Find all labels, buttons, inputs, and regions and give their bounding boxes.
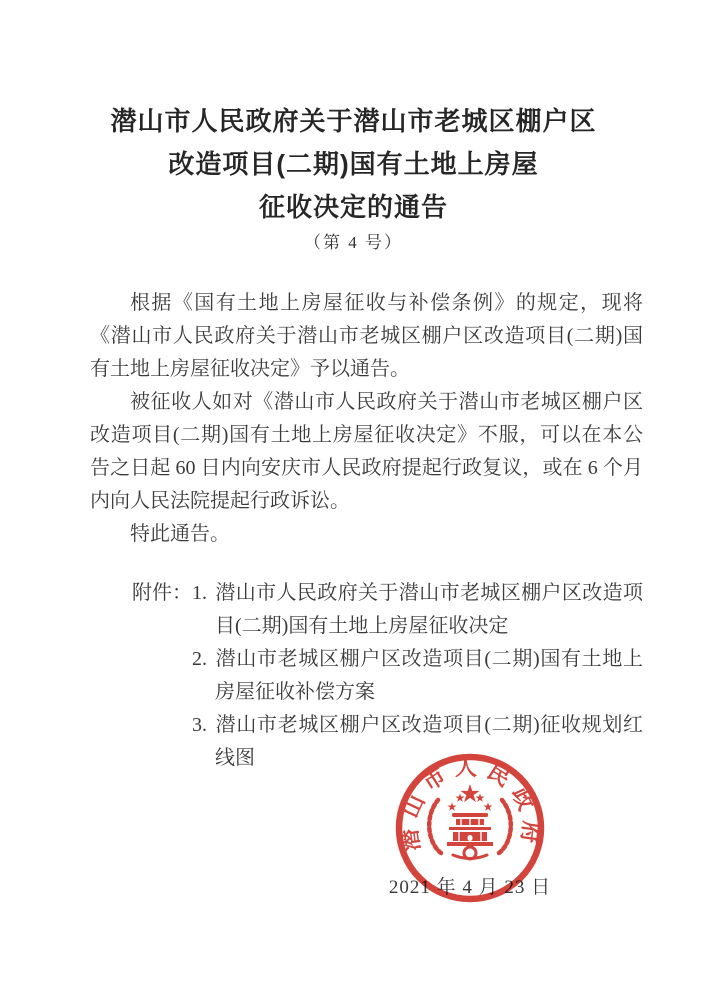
attachment-item-1: [192, 577, 643, 643]
attachment-item-2: [192, 643, 643, 709]
emblem-gate-icon: [447, 813, 493, 846]
attachments-block: [132, 577, 643, 775]
attachment-number: 1.: [192, 582, 207, 604]
issue-date: 2021 年 4 月 23 日: [388, 877, 552, 898]
notice-body: [90, 287, 643, 775]
government-seal-icon: [395, 753, 545, 903]
attachment-number: 3.: [192, 714, 207, 736]
paragraph-closing: 特此通告。: [130, 523, 230, 545]
paragraph-1: 根据《国有土地上房屋征收与补偿条例》的规定，现将《潜山市人民政府关于潜山市老城区棚户区改造项目(二期)国有土地上房屋征收决定》予以通告。: [90, 292, 643, 380]
notice-title: [0, 0, 707, 229]
attachment-text: 潜山市老城区棚户区改造项目(二期)国有土地上房屋征收补偿方案: [215, 648, 643, 703]
seal-text: 潜山市人民政府: [395, 755, 545, 853]
doc-number: （第 4 号）: [304, 233, 403, 252]
title-line-2: 改造项目(二期)国有土地上房屋: [168, 149, 539, 179]
attachment-text: 潜山市老城区棚户区改造项目(二期)征收规划红线图: [215, 714, 643, 769]
official-seal: [395, 753, 545, 903]
attachment-number: 2.: [192, 648, 207, 670]
title-line-1: 潜山市人民政府关于潜山市老城区棚户区: [110, 106, 597, 136]
paragraph-2: 被征收人如对《潜山市人民政府关于潜山市老城区棚户区改造项目(二期)国有土地上房屋征收决定》不服，可以在本公告之日起 60 日内向安庆市人民政府提起行政复议，或在 6 个月内向人民法院提起行政诉讼。: [90, 391, 643, 512]
attachments-list: [192, 577, 643, 775]
attachment-text: 潜山市人民政府关于潜山市老城区棚户区改造项目(二期)国有土地上房屋征收决定: [215, 582, 643, 637]
attachments-label: 附件：: [132, 582, 192, 604]
emblem-stars-icon: [447, 784, 492, 811]
title-line-3: 征收决定的通告: [258, 192, 448, 222]
